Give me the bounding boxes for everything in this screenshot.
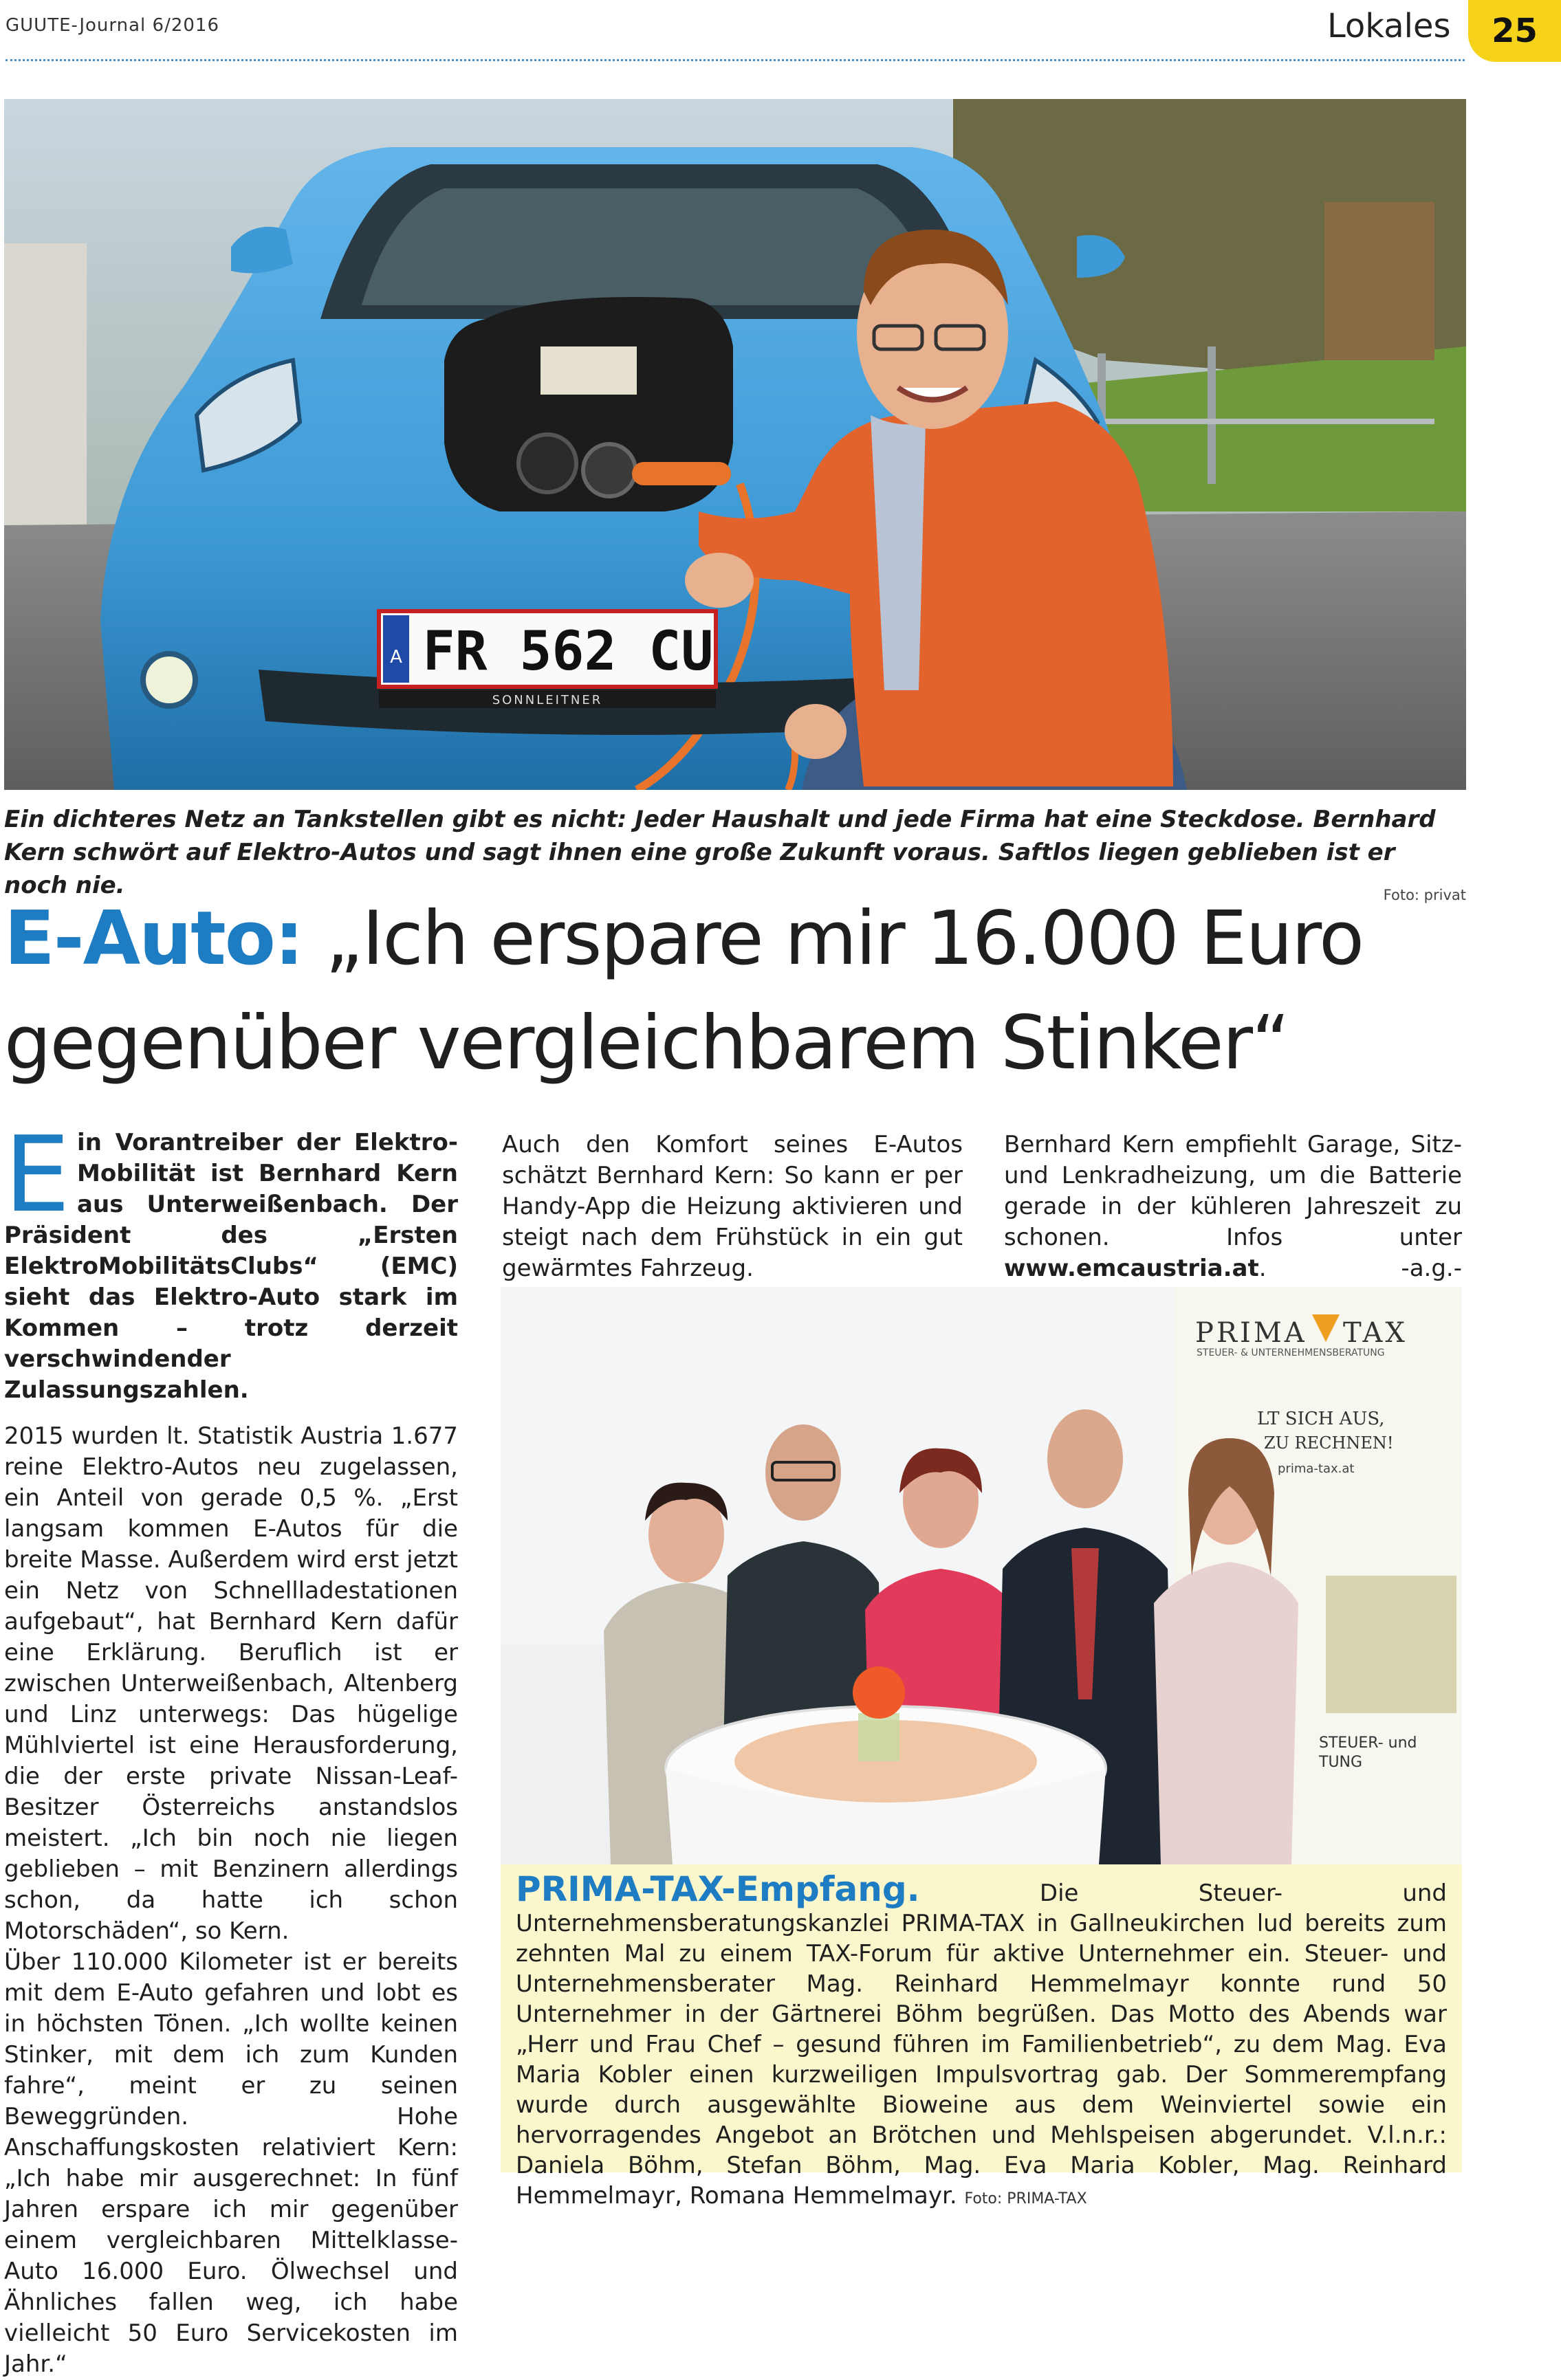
main-photo [4,99,1466,790]
flower [853,1666,905,1719]
article-column-3 [1004,1130,1462,1284]
article-paragraph-1: 2015 wurden lt. Statistik Austria 1.677 reine Elektro-Autos neu zugelassen, ein Anteil von gerade 0,5 %. „Erst langsam kommen E-Autos für die breite Masse. Außerdem wird erst jetzt ein Netz von Schnellladestationen aufgebaut“, hat Bernhard Kern dafür eine Erklärung. Beruflich ist er zwischen Unterweißenbach, Altenberg und Linz unterwegs: Das hügelige Mühlviertel ist eine Herausforderung, die der erste private Nissan-Leaf-Besitzer Österreichs anstandslos meistert. „Ich bin noch nie liegen geblieben – mit Benzinern allerdings schon, da hatte ich schon Motorschäden“, so Kern. [4,1422,458,1945]
article-column-2 [502,1130,963,1284]
infobox-text: Die Steuer- und Unternehmensberatungskanzlei PRIMA-TAX in Gallneukirchen lud bereits zum zehnten Mal zu einem TAX-Forum für aktive Unternehmer ein. Steuer- und Unternehmensberater Mag. Reinhard Hemmelmayr konnte rund 50 Unternehmer in der Gärtnerei Böhm begrüßen. Das Motto des Abends war „Herr und Frau Chef – gesund führen im Familienbetrieb“, zu dem Mag. Eva Maria Kobler einen kurzweiligen Impulsvortrag gab. Der Sommerempfang wurde durch ausgewählte Bioweine aus dem Weinviertel sowie ein hervorragendes Angebot an Brötchen und Mehlspeisen abgerundet. V.l.n.r.: Daniela Böhm, Stefan Böhm, Mag. Eva Maria Kobler, Mag. Reinhard Hemmelmayr, Romana Hemmelmayr. [516,1880,1447,2210]
banner-graphic [1326,1576,1456,1713]
banner-text-4: TUNG [1319,1754,1363,1771]
prima-tax-logo [1195,1314,1408,1358]
headline [4,887,1517,1096]
logo-prima: PRIMA [1195,1317,1307,1349]
infobox-heading: PRIMA-TAX-Empfang. [516,1869,920,1909]
author-signature: -a.g.- [1401,1255,1462,1282]
photo-credit: Foto: privat [1383,887,1466,903]
logo-subline: STEUER- & UNTERNEHMENSBERATUNG [1197,1347,1385,1358]
banner-text-3: STEUER- und [1319,1734,1417,1752]
main-photo-illustration [4,99,1466,790]
journal-issue: GUUTE-Journal 6/2016 [6,15,220,36]
banner-url: prima-tax.at [1278,1462,1355,1476]
fog-light [143,654,195,706]
banner-text-1: LT SICH AUS, [1257,1409,1385,1429]
infobox-photo-credit: Foto: PRIMA-TAX [964,2190,1087,2207]
headline-title: „Ich erspare mir 16.000 Euro gegenüber vergleichbarem Stinker“ [4,896,1364,1086]
emc-link[interactable]: www.emcaustria.at [1004,1255,1259,1282]
header-divider [6,59,1465,61]
headline-kicker: E-Auto: [4,896,303,982]
vase [858,1713,899,1761]
prima-tax-infobox [501,1864,1462,2210]
article-lead: in Vorantreiber der Elektro-Mobilität ist Bernhard Kern aus Unterweißenbach. Der Präsident des „Ersten ElektroMobilitätsClubs“ (EMC) sieht das Elektro-Auto stark im Kommen – trotz derzeit verschwindender Zulassungszahlen. [4,1129,458,1404]
banner-text-2: ZU RECHNEN! [1264,1433,1394,1453]
hand-holding-plug [685,553,754,608]
caption-text: Ein dichteres Netz an Tankstellen gibt es nicht: Jeder Haushalt und jede Firma hat eine Steckdose. Bernhard Kern schwört auf Elektro-Autos und sagt ihnen eine große Zukunft voraus. Saftlos liegen geblieben ist er noch nie. [4,806,1436,899]
page-number-badge [1468,0,1561,62]
article-paragraph-4: Bernhard Kern empfiehlt Garage, Sitz- und Lenkradheizung, um die Batterie gerade in der kühleren Jahreszeit zu schonen. Infos unter www.emcaustria.at. -a.g.- [1004,1130,1462,1284]
dealer-frame: SONNLEITNER [492,693,603,707]
article-paragraph-3: Auch den Komfort seines E-Autos schätzt Bernhard Kern: So kann er per Handy-App die Heizung aktivieren und steigt nach dem Frühstück in ein gut gewärmtes Fahrzeug. [502,1131,963,1282]
license-plate [379,611,716,708]
logo-tax: TAX [1343,1317,1408,1349]
section-title: Lokales [1327,7,1451,45]
article-paragraph-2: Über 110.000 Kilometer ist er bereits mit dem E-Auto gefahren und lobt es in höchsten Tönen. „Ich wollte keinen Stinker, mit dem ich zum Kunden fahre“, meint er zu seinen Beweggründen. Hohe Anschaffungskosten relativiert Kern: „Ich habe mir ausgerechnet: In fünf Jahren erspare ich mir gegenüber einem vergleichbaren Mittelklasse-Auto 16.000 Euro. Ölwechsel und Ähnliches fallen weg, ich habe vielleicht 50 Euro Servicekosten im Jahr.“ [4,1948,458,2378]
plate-number: FR 562 CU [422,621,714,683]
charge-port-label [541,346,637,395]
page-number: 25 [1492,12,1538,50]
drop-cap: E [4,1114,71,1235]
prima-tax-photo [501,1287,1462,1864]
prima-tax-photo-illustration [501,1287,1462,1864]
article-column-1 [4,1114,458,2380]
plate-country: A [390,647,402,668]
person-5 [1154,1562,1298,1864]
